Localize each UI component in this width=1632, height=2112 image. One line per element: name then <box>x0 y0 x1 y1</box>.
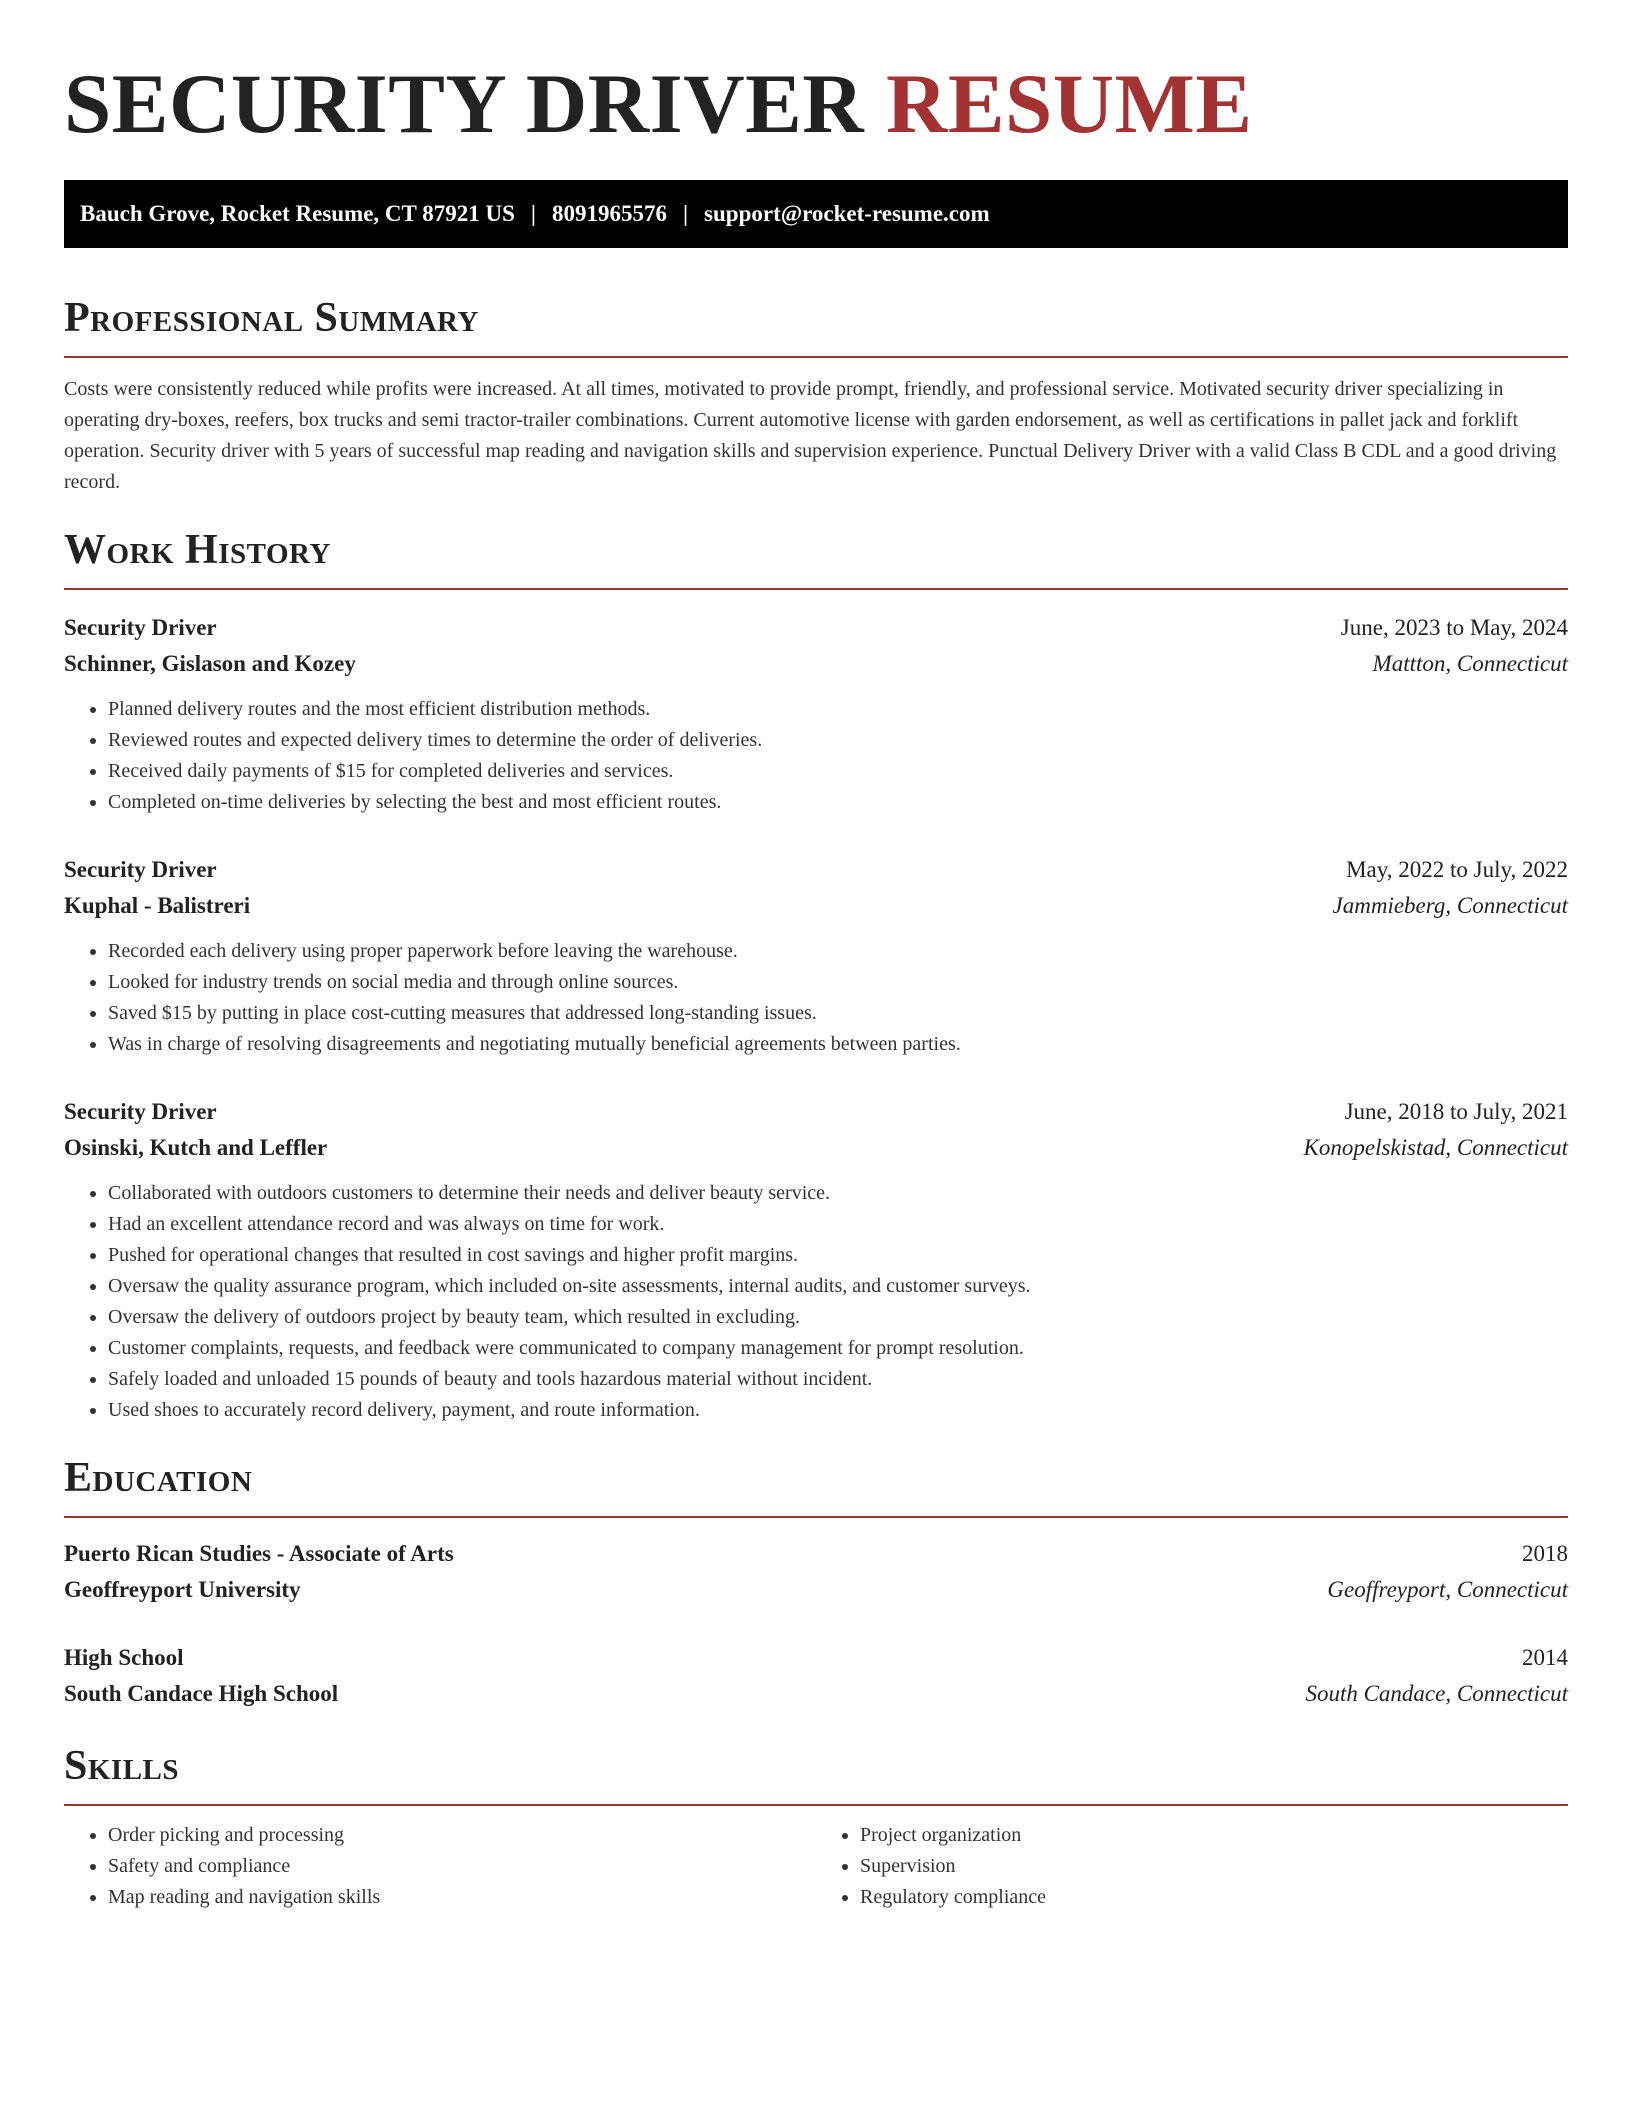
list-item: • Reviewed routes and expected delivery times to determine the order of deliveries. <box>108 725 1568 756</box>
list-item: • Project organization <box>860 1820 1568 1851</box>
education-year: 2014 <box>1522 1645 1568 1670</box>
list-item: • Completed on-time deliveries by selecting the best and most efficient routes. <box>108 787 1568 818</box>
title-accent: RESUME <box>885 57 1253 151</box>
job-company: Osinski, Kutch and Leffler <box>64 1135 328 1160</box>
work-history-section <box>64 526 1568 1426</box>
list-item: • Collaborated with outdoors customers to determine their needs and deliver beauty service. <box>108 1178 1568 1209</box>
skills-heading: Skills <box>64 1742 1568 1806</box>
list-item: • Map reading and navigation skills <box>108 1882 816 1913</box>
job-title-row <box>64 852 1568 888</box>
education-degree-row <box>64 1640 1568 1676</box>
list-item: • Oversaw the quality assurance program, which included on-site assessments, internal audits, and customer surveys. <box>108 1271 1568 1302</box>
job-location: Konopelskistad, Connecticut <box>1303 1135 1568 1160</box>
education-heading: Education <box>64 1454 1568 1518</box>
job-company-row <box>64 888 1568 924</box>
list-item: • Recorded each delivery using proper paperwork before leaving the warehouse. <box>108 936 1568 967</box>
job-dates: June, 2018 to July, 2021 <box>1344 1099 1568 1124</box>
list-item: • Planned delivery routes and the most efficient distribution methods. <box>108 694 1568 725</box>
contact-separator: | <box>682 201 689 226</box>
job-bullets <box>64 936 1568 1060</box>
education-section <box>64 1454 1568 1712</box>
summary-heading: Professional Summary <box>64 294 1568 358</box>
list-item: • Received daily payments of $15 for completed deliveries and services. <box>108 756 1568 787</box>
job-location: Mattton, Connecticut <box>1372 651 1568 676</box>
job-location: Jammieberg, Connecticut <box>1332 893 1568 918</box>
job-dates: May, 2022 to July, 2022 <box>1346 857 1568 882</box>
job-entry <box>64 1094 1568 1426</box>
education-school-row <box>64 1676 1568 1712</box>
job-entry <box>64 610 1568 818</box>
education-school-row <box>64 1572 1568 1608</box>
education-location: Geoffreyport, Connecticut <box>1327 1577 1568 1602</box>
list-item: • Was in charge of resolving disagreements and negotiating mutually beneficial agreements between parties. <box>108 1029 1568 1060</box>
job-company: Kuphal - Balistreri <box>64 893 251 918</box>
skills-list-right <box>816 1820 1568 1913</box>
job-company-row <box>64 1130 1568 1166</box>
contact-phone: 8091965576 <box>551 201 667 226</box>
job-dates: June, 2023 to May, 2024 <box>1340 615 1568 640</box>
job-company: Schinner, Gislason and Kozey <box>64 651 356 676</box>
education-year: 2018 <box>1522 1541 1568 1566</box>
education-school: South Candace High School <box>64 1681 339 1706</box>
list-item: • Looked for industry trends on social media and through online sources. <box>108 967 1568 998</box>
list-item: • Safety and compliance <box>108 1851 816 1882</box>
skills-section <box>64 1742 1568 1913</box>
list-item: • Pushed for operational changes that resulted in cost savings and higher profit margins. <box>108 1240 1568 1271</box>
job-bullets <box>64 1178 1568 1426</box>
education-degree-row <box>64 1536 1568 1572</box>
job-title-row <box>64 610 1568 646</box>
list-item: • Customer complaints, requests, and feedback were communicated to company management for prompt resolution. <box>108 1333 1568 1364</box>
education-school: Geoffreyport University <box>64 1577 301 1602</box>
skills-list-left <box>64 1820 816 1913</box>
contact-bar <box>64 180 1568 248</box>
job-company-row <box>64 646 1568 682</box>
education-degree: High School <box>64 1645 184 1670</box>
education-entry <box>64 1536 1568 1608</box>
job-title-row <box>64 1094 1568 1130</box>
list-item: • Saved $15 by putting in place cost-cutting measures that addressed long-standing issues. <box>108 998 1568 1029</box>
list-item: • Used shoes to accurately record delivery, payment, and route information. <box>108 1395 1568 1426</box>
list-item: • Supervision <box>860 1851 1568 1882</box>
list-item: • Regulatory compliance <box>860 1882 1568 1913</box>
job-title: Security Driver <box>64 1099 217 1124</box>
job-title: Security Driver <box>64 857 217 882</box>
job-entry <box>64 852 1568 1060</box>
education-degree: Puerto Rican Studies - Associate of Arts <box>64 1541 454 1566</box>
summary-text: Costs were consistently reduced while profits were increased. At all times, motivated to provide prompt, friendly, and professional service. Motivated security driver specializing in operating dry-boxes, reefers, box trucks and semi tractor-trailer combinations. Current automotive license with garden endorsement, as well as certifications in pallet jack and forklift operation. Security driver with 5 years of successful map reading and navigation skills and supervision experience. Punctual Delivery Driver with a valid Class B CDL and a good driving record. <box>64 378 1557 493</box>
list-item: • Oversaw the delivery of outdoors project by beauty team, which resulted in excluding. <box>108 1302 1568 1333</box>
title-main: SECURITY DRIVER <box>64 57 865 151</box>
contact-separator: | <box>530 201 536 226</box>
skills-grid <box>64 1820 1568 1913</box>
list-item: • Safely loaded and unloaded 15 pounds of beauty and tools hazardous material without incident. <box>108 1364 1568 1395</box>
resume-title <box>64 58 1568 150</box>
list-item: • Order picking and processing <box>108 1820 816 1851</box>
job-title: Security Driver <box>64 615 217 640</box>
contact-address: Bauch Grove, Rocket Resume, CT 87921 US <box>80 201 515 226</box>
education-location: South Candace, Connecticut <box>1305 1681 1568 1706</box>
list-item: • Had an excellent attendance record and was always on time for work. <box>108 1209 1568 1240</box>
job-bullets <box>64 694 1568 818</box>
contact-email: support@rocket-resume.com <box>704 201 990 226</box>
education-entry <box>64 1640 1568 1712</box>
summary-section <box>64 294 1568 498</box>
work-history-heading: Work History <box>64 526 1568 590</box>
